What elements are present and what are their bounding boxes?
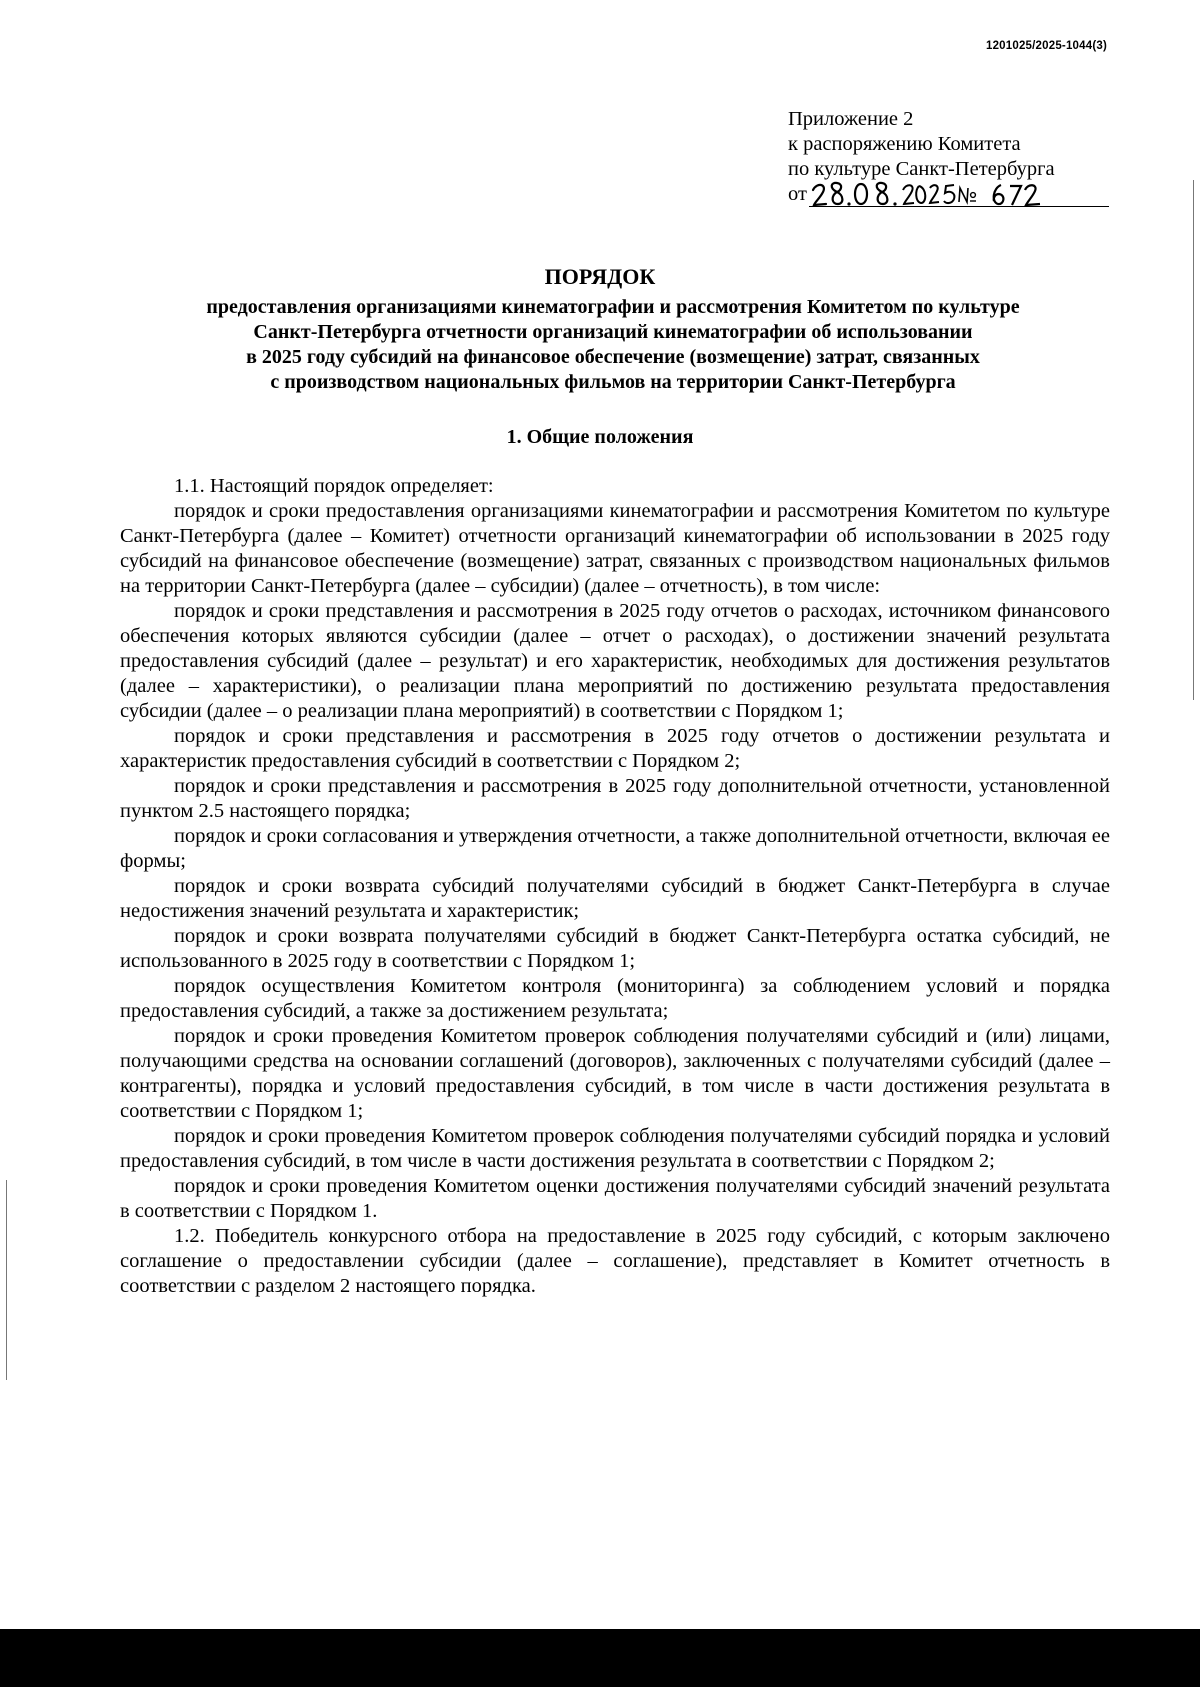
- appendix-line-3: по культуре Санкт-Петербурга: [788, 158, 1055, 180]
- paragraph: порядок и сроки представления и рассмотрения в 2025 году отчетов о расходах, источником финансового обеспечения которых являются субсидии (далее – отчет о расходах), о достижении значений результата предоставления субсидий (далее – результат) и его характеристик, необходимых для достижения результатов (далее – характеристики), о реализации плана мероприятий по достижению результата предоставления субсидии (далее – о реализации плана мероприятий) в соответствии с Порядком 1;: [120, 600, 1110, 722]
- paragraph: порядок и сроки согласования и утверждения отчетности, а также дополнительной отчетности, включая ее формы;: [120, 825, 1110, 872]
- paragraph: порядок и сроки проведения Комитетом проверок соблюдения получателями субсидий и (или) лицами, получающими средства на основании соглашений (договоров), заключенных с получателями субсидий (далее – контрагенты), порядка и условий предоставления субсидий, в том числе в части достижения результата в соответствии с Порядком 1;: [120, 1025, 1110, 1122]
- appendix-line-1: Приложение 2: [788, 108, 914, 130]
- paragraph: порядок и сроки возврата субсидий получателями субсидий в бюджет Санкт-Петербурга в случае недостижения значений результата и характеристик;: [120, 875, 1110, 922]
- paragraph: 1.2. Победитель конкурсного отбора на предоставление в 2025 году субсидий, с которым заключено соглашение о предоставлении субсидии (далее – соглашение), представляет в Комитет отчетность в соответствии с разделом 2 настоящего порядка.: [120, 1225, 1110, 1297]
- scan-edge-mark: [6, 1180, 7, 1380]
- document-subtitle: [118, 295, 1108, 395]
- section-heading: 1. Общие положения: [506, 426, 694, 448]
- document-title: ПОРЯДОК: [544, 264, 656, 289]
- appendix-date-prefix: от: [788, 183, 807, 205]
- handwritten-date-field: [809, 182, 1109, 207]
- subtitle-line: Санкт-Петербурга отчетности организаций кинематографии об использовании: [253, 321, 973, 343]
- subtitle-line: с производством национальных фильмов на территории Санкт-Петербурга: [270, 371, 956, 393]
- paragraph: порядок и сроки проведения Комитетом проверок соблюдения получателями субсидий порядка и условий предоставления субсидий, в том числе в части достижения результата в соответствии с Порядком 2;: [120, 1125, 1110, 1172]
- appendix-block: [788, 107, 1109, 207]
- paragraph: порядок и сроки предоставления организациями кинематографии и рассмотрения Комитетом по культуре Санкт-Петербурга (далее – Комитет) отчетности организаций кинематографии об использовании в 2025 году субсидий на финансовое обеспечение (возмещение) затрат, связанных с производством национальных фильмов на территории Санкт-Петербурга (далее – субсидии) (далее – отчетность), в том числе:: [120, 500, 1110, 597]
- subtitle-line: в 2025 году субсидий на финансовое обеспечение (возмещение) затрат, связанных: [246, 346, 980, 368]
- scan-edge-mark: [1193, 180, 1194, 700]
- scan-bottom-band: [0, 1629, 1200, 1687]
- paragraph: порядок осуществления Комитетом контроля (мониторинга) за соблюдением условий и порядка предоставления субсидий, а также за достижением результата;: [120, 975, 1110, 1022]
- document-id-code: 1201025/2025-1044(3): [985, 40, 1107, 52]
- paragraph: порядок и сроки представления и рассмотрения в 2025 году отчетов о достижении результата и характеристик предоставления субсидий в соответствии с Порядком 2;: [120, 725, 1110, 772]
- subtitle-line: предоставления организациями кинематографии и рассмотрения Комитетом по культуре: [206, 296, 1020, 318]
- paragraph: порядок и сроки проведения Комитетом оценки достижения получателями субсидий значений результата в соответствии с Порядком 1.: [120, 1175, 1110, 1222]
- appendix-line-2: к распоряжению Комитета: [788, 133, 1021, 155]
- paragraph: порядок и сроки возврата получателями субсидий в бюджет Санкт-Петербурга остатка субсидий, не использованного в 2025 году в соответствии с Порядком 1;: [120, 925, 1110, 972]
- appendix-date-line: [788, 182, 1109, 207]
- document-body: [120, 474, 1110, 1299]
- handwritten-date-icon: [809, 176, 1109, 210]
- paragraph: порядок и сроки представления и рассмотрения в 2025 году дополнительной отчетности, установленной пунктом 2.5 настоящего порядка;: [120, 775, 1110, 822]
- paragraph: 1.1. Настоящий порядок определяет:: [174, 475, 494, 497]
